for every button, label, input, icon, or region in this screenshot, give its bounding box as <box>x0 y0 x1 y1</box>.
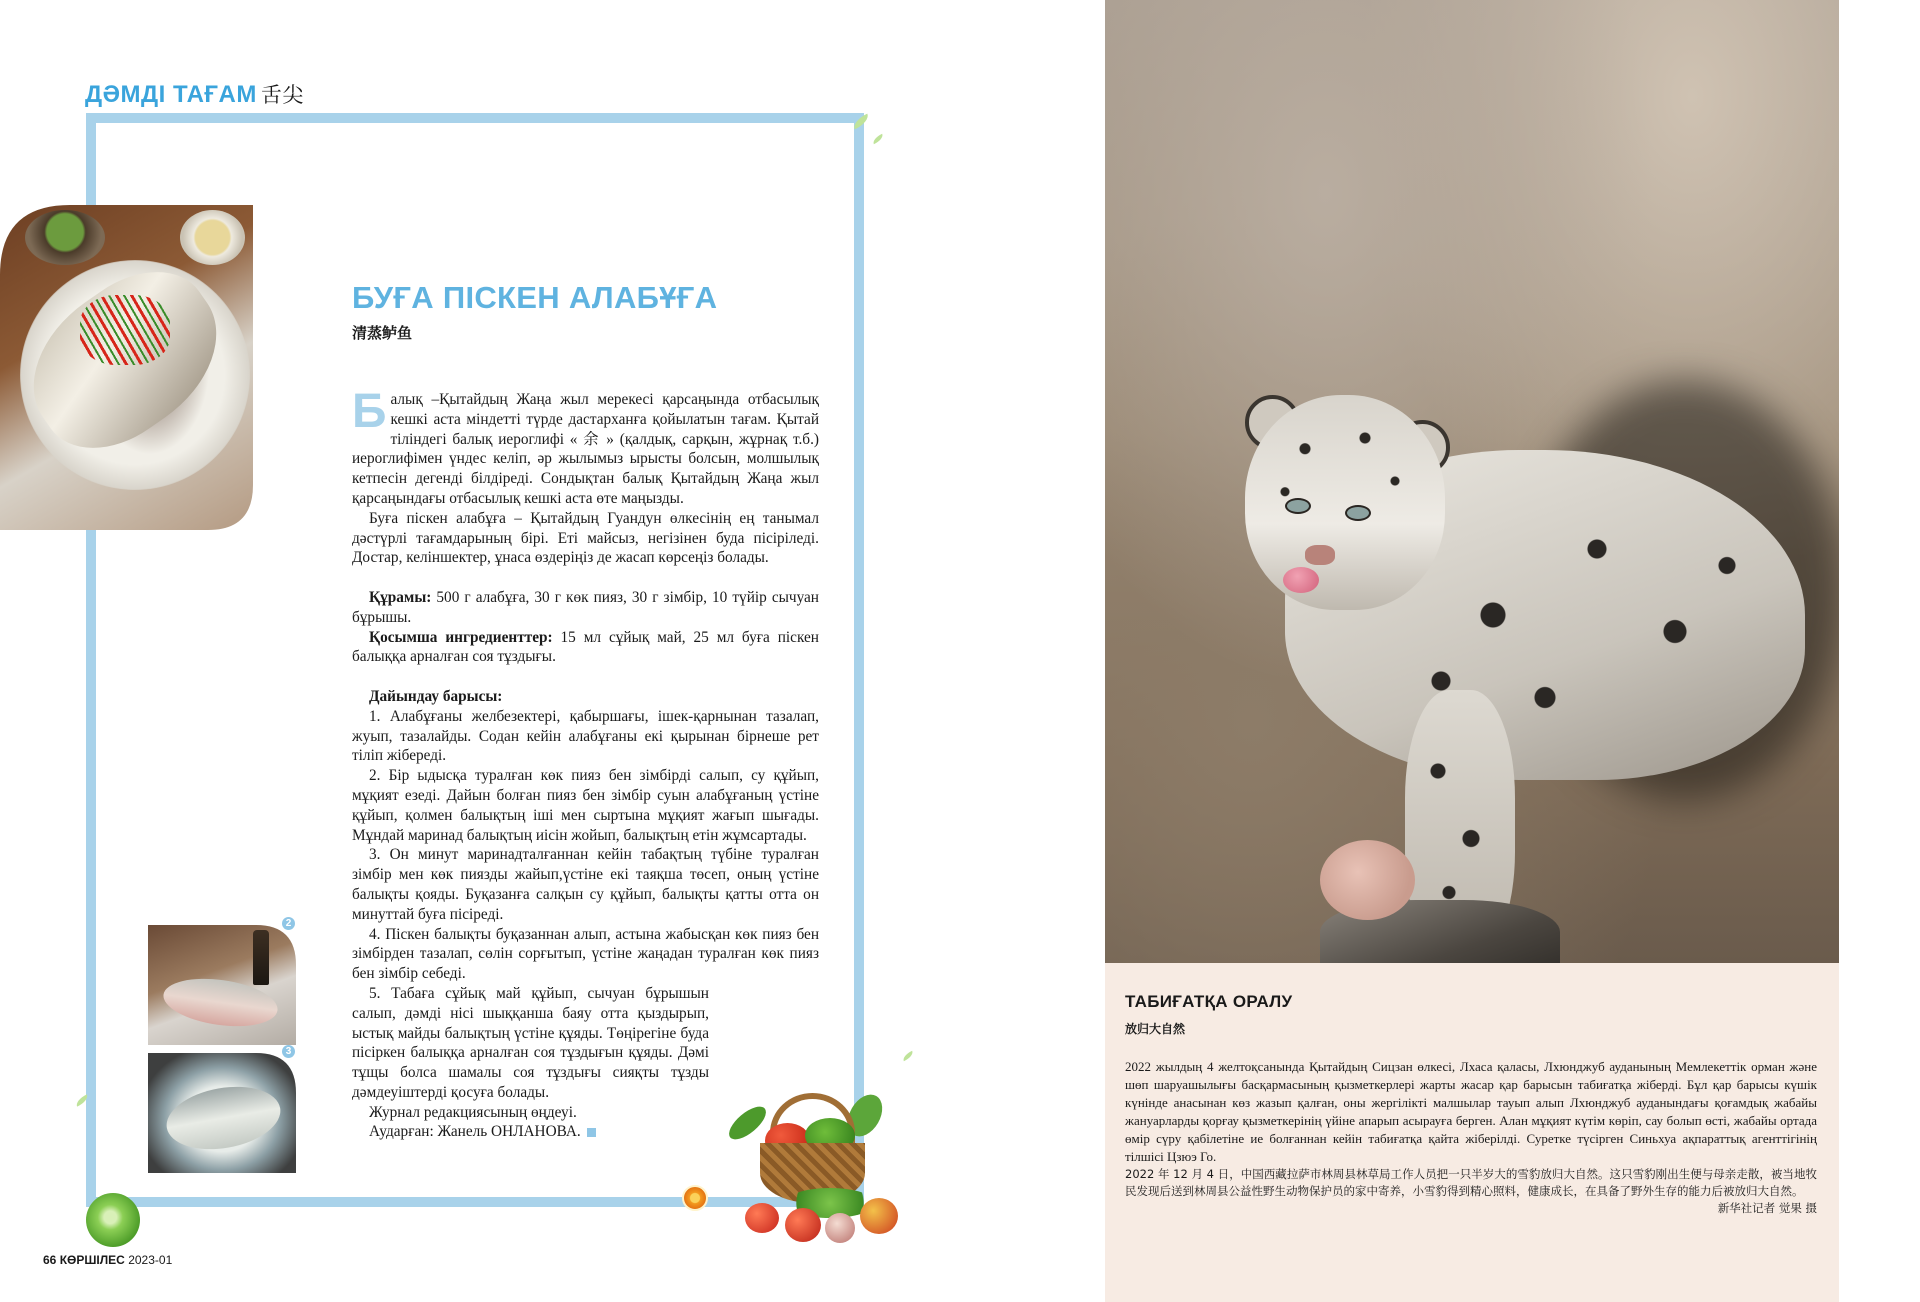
issue-number: 2023-01 <box>128 1253 173 1267</box>
extra-ingredients-text: 15 мл сұйық май, 25 мл буға піскен балыққа арналған соя тұздығы. <box>352 628 819 666</box>
section-title <box>85 79 304 109</box>
step-photo-3 <box>148 1053 296 1173</box>
step-item: 2. Бір ыдысқа туралған көк пияз бен зімбірді салып, су құйып, мұқият езеді. Дайын болған пияз бен зімбір суын алабұғаның үстіне құйып, қолмен балықтың іші мен сыртына мұқият жағып шығады. Мұндай маринад балықтың иісін жойып, балықтың етін жұмсартады. <box>352 767 819 844</box>
caption-text-kz: 2022 жылдың 4 желтоқсанында Қытайдың Сицзан өлкесі, Лхаса қаласы, Лхюнджуб ауданының Мемлекеттік орман және шөп шаруашылығы басқармасының қызметкерлері жарты жасар қар барысын табиғатқа жіберді. Бұл қар барысы күшік күнінде анасынан көз жазып қалған, оны жергілікті малшылар тауып алып Лхюнджуб ауданындағы қоғамдық жабайы жануарларды қорғау қызметкерінің үйіне апарып асырауға берген. Алан мұқият күтім көріп, сау болып өсті, жабайы ортада өмір сүру қабілетіне ие болғаннан кейін табиғатқа қайта жіберілді. Суретке түсірген Синьхуа ақпараттық агенттігінің тілшісі Цзюэ Го. <box>1125 1059 1817 1164</box>
leaf-decoration-icon <box>901 1051 914 1062</box>
ingredients-label: Құрамы: <box>369 588 432 606</box>
caption-title-cn: 放归大自然 <box>1125 1022 1186 1036</box>
ingredients <box>352 588 819 628</box>
leaf-decoration-icon <box>871 134 884 145</box>
snow-leopard-photo <box>1105 0 1839 963</box>
magazine-name: КӨРШІЛЕС <box>59 1253 125 1267</box>
caption-title: ТАБИҒАТҚА ОРАЛУ <box>1125 992 1293 1011</box>
orange-slice-icon <box>682 1185 708 1211</box>
article-title: БУҒА ПІСКЕН АЛАБҰҒА <box>352 280 718 315</box>
section-title-cn: 舌尖 <box>260 84 304 107</box>
intro-paragraph-2: Буға піскен алабұға – Қытайдың Гуандун өлкесінің ең танымал дәстүрлі тағамдарының бірі. Еті майсыз, негізінен буда пісіріледі. Достар, келіншектер, ұнаса өздеріңіз де жасап көрсеңіз болады. <box>352 509 819 567</box>
step-photo-2 <box>148 925 296 1045</box>
intro-paragraph <box>352 385 819 509</box>
editor-note: Журнал редакциясының өңдеуі. <box>369 1103 577 1121</box>
step-item: 5. Табаға сұйық май құйып, сычуан бұрышын салып, дәмді нісі шыққанша баяу отта қыздырып, ыстық майды балықтың үстіне құяды. Төңірегіне буда пісіркен балыққа арналған соя тұздығын құяды. Дәмі тұщы болса шамалы соя тұздығы сияқты тұзды дәмдеуіштерді қосуға болады. <box>352 984 709 1101</box>
article-body <box>352 385 819 1142</box>
step-number-badge: 3 <box>282 1045 295 1058</box>
step-number-badge: 2 <box>282 917 295 930</box>
lettuce-icon <box>86 1193 140 1247</box>
steps-heading: Дайындау барысы: <box>369 687 503 705</box>
page-footer <box>43 1253 172 1267</box>
end-mark-icon <box>587 1128 596 1137</box>
translator-note: Аударған: Жанель ОНЛАНОВА. <box>352 1122 819 1142</box>
dropcap: Б <box>352 385 387 438</box>
step-item: 1. Алабұғаны желбезектері, қабыршағы, ішек-қарнынан тазалап, жуып, тазалайды. Содан кейін алабұғаны екі қырынан бірнеше рет тіліп жібереді. <box>352 707 819 765</box>
step-item: 3. Он минут маринадталғаннан кейін табақтың түбіне туралған зімбір мен көк пиязды жайып,үстіне екі таяқша төсеп, оның үстіне балықты қояды. Буқазанға салқын су құйып, балықты қатты отта он минуттай буға пісіреді. <box>352 846 819 923</box>
intro-text: алық –Қытайдың Жаңа жыл мерекесі қарсаңында отбасылық кешкі аста міндетті түрде дастарханға қойылатын тағам. Қытай тіліндегі балық иероглифі « 余 » (қалдық, сарқын, жұрнақ т.б.) иероглифімен үндес келіп, әр жылымыз ырысты болсын, молшылық кетпесін дегенді білдіреді. Сондықтан балық Қытайдың Жаңа жыл қарсаңындағы отбасылық кешкі аста өте маңызды. <box>352 391 819 507</box>
steamed-fish-photo <box>0 205 253 530</box>
photo-credit: 新华社记者 觉果 摄 <box>1717 1201 1817 1215</box>
caption-text-cn: 2022 年 12 月 4 日，中国西藏拉萨市林周县林草局工作人员把一只半岁大的雪豹放归大自然。这只雪豹刚出生便与母亲走散，被当地牧民发现后送到林周县公益性野生动物保护员的家中寄养，小雪豹得到精心照料，健康成长，在具备了野外生存的能力后被放归大自然。 新华社记者 觉果 摄 <box>1125 1167 1817 1215</box>
vegetable-basket-illustration <box>715 1088 915 1248</box>
extra-ingredients-label: Қосымша ингредиенттер: <box>369 628 553 646</box>
page-number: 66 <box>43 1253 57 1267</box>
ingredients-text: 500 г алабұға, 30 г көк пияз, 30 г зімбір, 10 түйір сычуан бұрышы. <box>352 588 819 626</box>
extra-ingredients <box>352 628 819 668</box>
article-subtitle-cn: 清蒸鲈鱼 <box>352 325 413 342</box>
section-title-kz: ДӘМДІ ТАҒАМ <box>85 81 257 108</box>
step-item: 4. Піскен балықты буқазаннан алып, астына жабысқан көк пияз бен зімбірден тазалап, сөлін сорғытып, үстіне жаңадан туралған көк пияз бен зімбір себеді. <box>352 925 819 983</box>
